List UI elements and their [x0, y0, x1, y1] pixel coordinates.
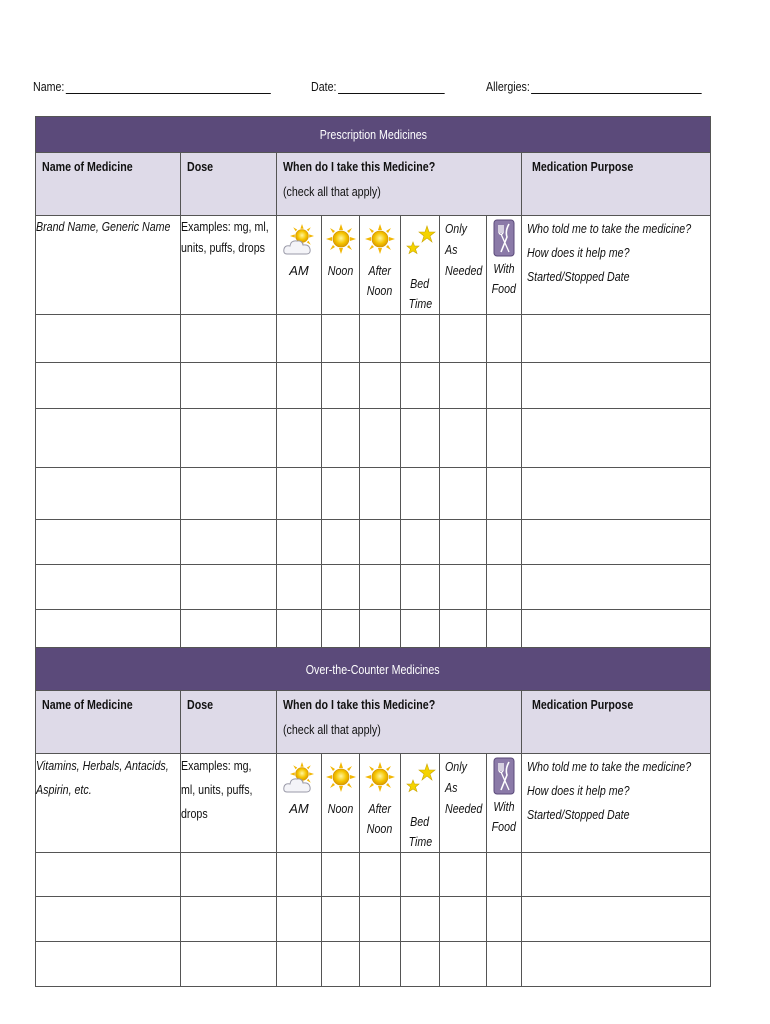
noon-checkbox[interactable] — [322, 565, 360, 610]
am-column: AM — [277, 754, 322, 853]
purpose-cell[interactable] — [522, 520, 711, 565]
date-label: Date: — [311, 79, 337, 94]
am-checkbox[interactable] — [277, 315, 322, 363]
name-field[interactable] — [66, 80, 271, 94]
with-food-checkbox[interactable] — [487, 853, 522, 897]
with-food-checkbox[interactable] — [487, 897, 522, 942]
example-name: Vitamins, Herbals, Antacids, Aspirin, etc. — [36, 754, 181, 853]
after-noon-checkbox[interactable] — [360, 409, 401, 468]
table-row[interactable] — [36, 520, 711, 565]
with-food-column: With Food — [487, 754, 522, 853]
date-line — [311, 79, 474, 94]
after-noon-checkbox[interactable] — [360, 942, 401, 987]
only-as-needed-column: Only As Needed — [440, 216, 487, 315]
purpose-cell[interactable] — [522, 565, 711, 610]
name-line — [33, 79, 283, 94]
am-checkbox[interactable] — [277, 468, 322, 520]
dose-cell[interactable] — [181, 468, 277, 520]
bed-time-checkbox[interactable] — [401, 942, 440, 987]
as-needed-checkbox[interactable] — [440, 853, 487, 897]
prescription-title: Prescription Medicines — [36, 117, 711, 153]
with-food-column: With Food — [487, 216, 522, 315]
am-checkbox[interactable] — [277, 520, 322, 565]
dose-cell[interactable] — [181, 565, 277, 610]
bed-time-checkbox[interactable] — [401, 363, 440, 409]
after-noon-column: After Noon — [360, 216, 401, 315]
after-noon-column: After Noon — [360, 754, 401, 853]
medicine-name-cell[interactable] — [36, 315, 181, 363]
dose-cell[interactable] — [181, 897, 277, 942]
as-needed-checkbox[interactable] — [440, 363, 487, 409]
sun-cloud-icon — [283, 762, 315, 796]
purpose-cell[interactable] — [522, 409, 711, 468]
as-needed-checkbox[interactable] — [440, 520, 487, 565]
allergies-line — [486, 79, 749, 94]
am-checkbox[interactable] — [277, 897, 322, 942]
noon-checkbox[interactable] — [322, 468, 360, 520]
with-food-checkbox[interactable] — [487, 942, 522, 987]
example-dose: Examples: mg, ml, units, puffs, drops — [181, 754, 277, 853]
purpose-cell[interactable] — [522, 468, 711, 520]
purpose-cell[interactable] — [522, 942, 711, 987]
allergies-label: Allergies: — [486, 79, 530, 94]
col-header-when: When do I take this Medicine? (check all that apply) — [277, 153, 522, 216]
col-header-purpose: Medication Purpose — [522, 691, 711, 754]
after-noon-checkbox[interactable] — [360, 315, 401, 363]
noon-checkbox[interactable] — [322, 520, 360, 565]
bed-time-column: Bed Time — [401, 754, 440, 853]
table-row[interactable] — [36, 409, 711, 468]
am-checkbox[interactable] — [277, 942, 322, 987]
with-food-checkbox[interactable] — [487, 363, 522, 409]
as-needed-checkbox[interactable] — [440, 565, 487, 610]
after-noon-checkbox[interactable] — [360, 565, 401, 610]
table-row[interactable] — [36, 897, 711, 942]
as-needed-checkbox[interactable] — [440, 942, 487, 987]
fork-knife-icon — [493, 219, 515, 257]
dose-cell[interactable] — [181, 942, 277, 987]
otc-table — [35, 647, 711, 987]
sun-icon — [326, 224, 356, 254]
with-food-checkbox[interactable] — [487, 468, 522, 520]
col-header-when: When do I take this Medicine? (check all that apply) — [277, 691, 522, 754]
prescription-table — [35, 116, 711, 654]
allergies-field[interactable] — [531, 80, 702, 94]
col-header-name: Name of Medicine — [36, 691, 181, 754]
example-purpose: Who told me to take the medicine? How does it help me? Started/Stopped Date — [522, 216, 711, 315]
dose-cell[interactable] — [181, 363, 277, 409]
bed-time-checkbox[interactable] — [401, 897, 440, 942]
bed-time-checkbox[interactable] — [401, 315, 440, 363]
name-label: Name: — [33, 79, 65, 94]
after-noon-checkbox[interactable] — [360, 520, 401, 565]
dose-cell[interactable] — [181, 520, 277, 565]
noon-checkbox[interactable] — [322, 409, 360, 468]
dose-cell[interactable] — [181, 409, 277, 468]
bed-time-checkbox[interactable] — [401, 520, 440, 565]
col-header-purpose: Medication Purpose — [522, 153, 711, 216]
with-food-checkbox[interactable] — [487, 520, 522, 565]
noon-column: Noon — [322, 216, 360, 315]
purpose-cell[interactable] — [522, 315, 711, 363]
col-header-dose: Dose — [181, 691, 277, 754]
col-header-dose: Dose — [181, 153, 277, 216]
noon-checkbox[interactable] — [322, 853, 360, 897]
table-row[interactable] — [36, 468, 711, 520]
example-dose: Examples: mg, ml, units, puffs, drops — [181, 216, 277, 315]
as-needed-checkbox[interactable] — [440, 897, 487, 942]
example-name: Brand Name, Generic Name — [36, 216, 181, 315]
only-as-needed-column: Only As Needed — [440, 754, 487, 853]
purpose-cell[interactable] — [522, 897, 711, 942]
table-row[interactable] — [36, 853, 711, 897]
medicine-name-cell[interactable] — [36, 565, 181, 610]
medicine-name-cell[interactable] — [36, 942, 181, 987]
noon-checkbox[interactable] — [322, 315, 360, 363]
as-needed-checkbox[interactable] — [440, 315, 487, 363]
medicine-name-cell[interactable] — [36, 468, 181, 520]
medicine-name-cell[interactable] — [36, 897, 181, 942]
am-checkbox[interactable] — [277, 409, 322, 468]
sun-cloud-icon — [283, 224, 315, 258]
bed-time-checkbox[interactable] — [401, 468, 440, 520]
with-food-checkbox[interactable] — [487, 409, 522, 468]
medicine-name-cell[interactable] — [36, 409, 181, 468]
bed-time-checkbox[interactable] — [401, 853, 440, 897]
am-checkbox[interactable] — [277, 565, 322, 610]
after-noon-checkbox[interactable] — [360, 363, 401, 409]
table-row[interactable] — [36, 363, 711, 409]
am-checkbox[interactable] — [277, 853, 322, 897]
noon-checkbox[interactable] — [322, 363, 360, 409]
date-field[interactable] — [338, 80, 445, 94]
fork-knife-icon — [493, 757, 515, 795]
sun-icon — [365, 762, 395, 792]
noon-checkbox[interactable] — [322, 897, 360, 942]
moon-stars-icon — [404, 762, 436, 798]
col-header-name: Name of Medicine — [36, 153, 181, 216]
table-row[interactable] — [36, 565, 711, 610]
purpose-cell[interactable] — [522, 853, 711, 897]
table-row[interactable] — [36, 942, 711, 987]
bed-time-checkbox[interactable] — [401, 409, 440, 468]
after-noon-checkbox[interactable] — [360, 897, 401, 942]
with-food-checkbox[interactable] — [487, 565, 522, 610]
with-food-checkbox[interactable] — [487, 315, 522, 363]
sun-icon — [365, 224, 395, 254]
purpose-cell[interactable] — [522, 363, 711, 409]
as-needed-checkbox[interactable] — [440, 409, 487, 468]
dose-cell[interactable] — [181, 853, 277, 897]
moon-stars-icon — [404, 224, 436, 260]
bed-time-column: Bed Time — [401, 216, 440, 315]
sun-icon — [326, 762, 356, 792]
after-noon-checkbox[interactable] — [360, 853, 401, 897]
as-needed-checkbox[interactable] — [440, 468, 487, 520]
otc-title: Over-the-Counter Medicines — [36, 648, 711, 691]
noon-column: Noon — [322, 754, 360, 853]
am-checkbox[interactable] — [277, 363, 322, 409]
medicine-name-cell[interactable] — [36, 520, 181, 565]
table-row[interactable] — [36, 315, 711, 363]
medicine-name-cell[interactable] — [36, 853, 181, 897]
medicine-name-cell[interactable] — [36, 363, 181, 409]
am-column: AM — [277, 216, 322, 315]
noon-checkbox[interactable] — [322, 942, 360, 987]
example-purpose: Who told me to take the medicine? How does it help me? Started/Stopped Date — [522, 754, 711, 853]
bed-time-checkbox[interactable] — [401, 565, 440, 610]
after-noon-checkbox[interactable] — [360, 468, 401, 520]
dose-cell[interactable] — [181, 315, 277, 363]
